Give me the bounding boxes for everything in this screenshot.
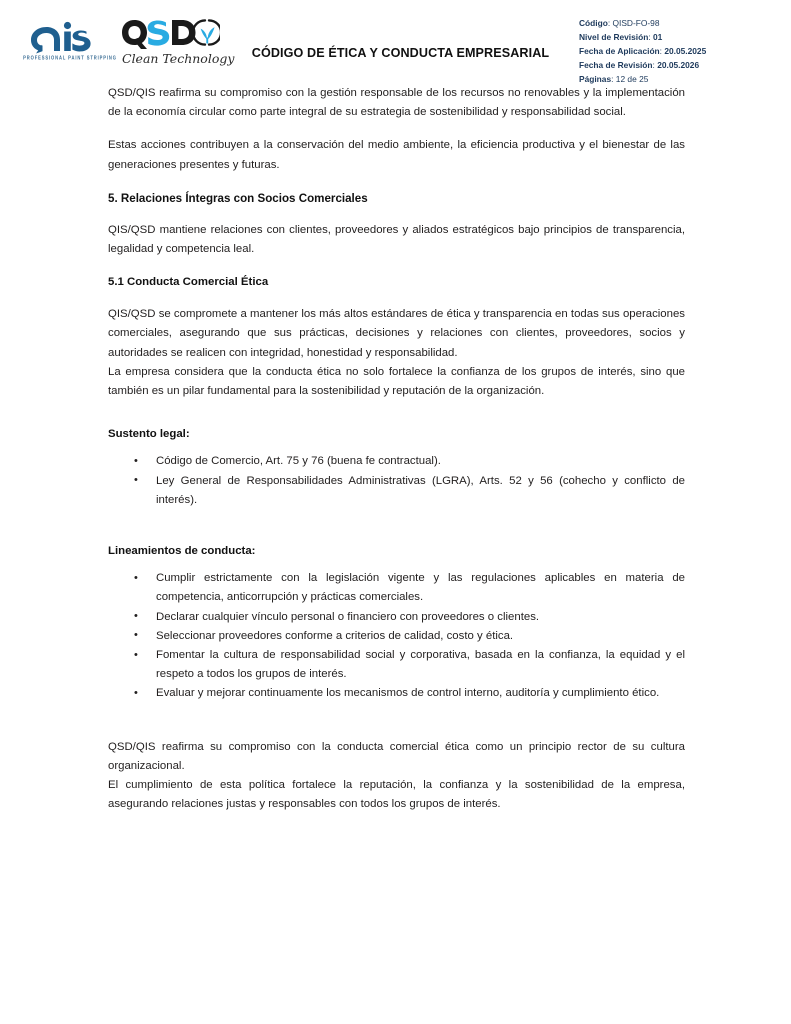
list-item: • Cumplir estrictamente con la legislación vigente y las regulaciones aplicables en materia de competencia, anticorrupción y prácticas comerciales. <box>154 569 685 607</box>
meta-label-nivel: Nivel de Revisión <box>579 32 649 43</box>
section-heading-5-1: 5.1 Conducta Comercial Ética <box>108 276 269 289</box>
meta-value-paginas: 12 de 25 <box>615 74 649 85</box>
qis-logo <box>23 18 117 61</box>
paragraph-cumplimiento-politica: El cumplimiento de esta política fortalece la reputación, la confianza y la sostenibilidad de la empresa, asegurando relaciones justas y responsables con todos los grupos de interés. <box>108 779 685 811</box>
spacer <box>108 718 685 738</box>
section-heading-5: 5. Relaciones Íntegras con Socios Comerciales <box>108 191 368 205</box>
label-lineamientos-conducta: Lineamientos de conducta: <box>108 545 256 558</box>
list-sustento-legal <box>108 452 685 510</box>
meta-value-fecha-revision: 20.05.2026 <box>657 60 700 71</box>
meta-label-fecha-aplicacion: Fecha de Aplicación <box>579 46 660 57</box>
meta-row-codigo: Código: QISD-FO-98 <box>579 18 660 28</box>
list-item: • Ley General de Responsabilidades Administrativas (LGRA), Arts. 52 y 56 (cohecho y conflicto de interés). <box>154 472 685 510</box>
meta-label-fecha-revision: Fecha de Revisión <box>579 60 653 71</box>
meta-value-fecha-aplicacion: 20.05.2025 <box>664 46 707 57</box>
document-title: CÓDIGO DE ÉTICA Y CONDUCTA EMPRESARIAL <box>251 46 550 60</box>
paragraph-relaciones-socios: QIS/QSD mantiene relaciones con clientes, proveedores y aliados estratégicos bajo principios de transparencia, legalidad y competencia leal. <box>108 223 685 256</box>
document-content <box>0 80 791 814</box>
qsd-tagline: Clean Technology <box>122 51 235 66</box>
list-item: • Código de Comercio, Art. 75 y 76 (buena fe contractual). <box>154 452 685 471</box>
meta-row-fecha-aplicacion: Fecha de Aplicación: 20.05.2025 <box>579 46 707 57</box>
paragraph-estandares-etica: QIS/QSD se compromete a mantener los más altos estándares de ética y transparencia en todas sus operaciones comerciales, asegurando que sus prácticas, decisiones y relaciones con clientes, proveedores, socios y autoridades se realicen con integridad, honestidad y responsabilidad. <box>108 308 685 359</box>
label-sustento-legal: Sustento legal: <box>108 428 190 441</box>
meta-label-paginas: Páginas <box>579 74 612 85</box>
qis-wordmark-icon <box>26 18 114 54</box>
meta-row-nivel: Nivel de Revisión: 01 <box>579 32 663 43</box>
meta-row-paginas: Páginas: 12 de 25 <box>579 74 649 85</box>
qsd-logo <box>120 18 235 66</box>
document-header <box>0 0 791 85</box>
qis-tagline: PROFESSIONAL PAINT STRIPPING <box>23 54 117 61</box>
paragraph-recursos-no-renovables: QSD/QIS reafirma su compromiso con la gestión responsable de los recursos no renovables y la implementación de la economía circular como parte integral de su estrategia de sostenibilidad y responsabilidad social. <box>108 87 685 119</box>
list-item: • Fomentar la cultura de responsabilidad social y corporativa, basada en la confianza, la equidad y el respeto a todos los grupos de interés. <box>154 646 685 684</box>
logo-group <box>23 14 235 66</box>
document-metadata <box>579 14 761 86</box>
paragraph-conservacion-medio-ambiente: Estas acciones contribuyen a la conservación del medio ambiente, la eficiencia productiva y el bienestar de las generaciones presentes y futuras. <box>108 139 685 171</box>
list-item: • Evaluar y mejorar continuamente los mecanismos de control interno, auditoría y cumplimiento ético. <box>154 684 685 703</box>
spacer <box>108 524 685 542</box>
meta-value-codigo: QISD-FO-98 <box>612 18 660 28</box>
list-item: • Declarar cualquier vínculo personal o financiero con proveedores o clientes. <box>154 608 685 627</box>
list-item: • Seleccionar proveedores conforme a criterios de calidad, costo y ética. <box>154 627 685 646</box>
list-lineamientos-conducta <box>108 569 685 703</box>
meta-row-fecha-revision: Fecha de Revisión: 20.05.2026 <box>579 60 700 71</box>
meta-label-codigo: Código <box>579 18 608 28</box>
qsd-wordmark-icon <box>120 18 220 52</box>
paragraph-principio-rector: QSD/QIS reafirma su compromiso con la conducta comercial ética como un principio rector de su cultura organizacional. <box>108 740 685 772</box>
meta-value-nivel: 01 <box>653 32 663 43</box>
spacer <box>108 415 685 425</box>
paragraph-pilar-fundamental: La empresa considera que la conducta ética no solo fortalece la confianza de los grupos de interés, sino que también es un pilar fundamental para la sostenibilidad y reputación de la organización. <box>108 365 685 398</box>
